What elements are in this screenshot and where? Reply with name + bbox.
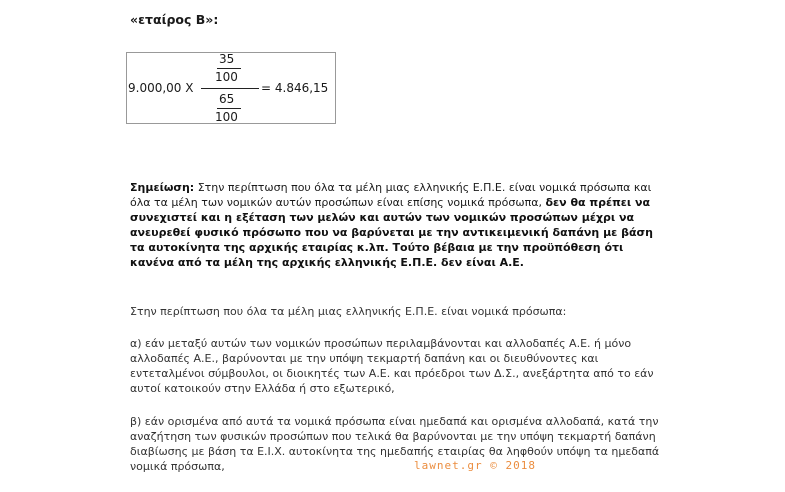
note-label: Σημείωση: xyxy=(130,181,195,194)
section-heading: «εταίρος Β»: xyxy=(130,12,219,27)
formula-denominator-bottom: 100 xyxy=(215,110,238,124)
formula-denominator-top: 100 xyxy=(215,70,238,84)
watermark: lawnet.gr © 2018 xyxy=(414,459,536,472)
paragraph-a: α) εάν μεταξύ αυτών των νομικών προσώπων περιλαμβάνονται και αλλοδαπές Α.Ε. ή μόνο αλλοδαπές Α.Ε., βαρύνονται με την υπόψη τεκμαρτή δαπάνη και οι διευθύνοντες και εντεταλμένοι σύμβουλοι, οι διοικητές των Α.Ε. και πρόεδροι των Δ.Σ., ανεξάρτητα από το εάν αυτοί κατοικούν στην Ελλάδα ή στο εξωτερικό, xyxy=(130,337,654,395)
lower-fraction-line xyxy=(217,108,241,109)
intro-paragraph: Στην περίπτωση που όλα τα μέλη μιας ελληνικής Ε.Π.Ε. είναι νομικά πρόσωπα: xyxy=(130,305,567,318)
note-bold-text: δεν θα πρέπει να συνεχιστεί και η εξέταση των μελών και αυτών των νομικών προσώπων μέχρι να ανευρεθεί φυσικό πρόσωπο που να βαρύνεται με την αντικειμενική δαπάνη με βάση τα αυτοκίνητα της αρχικής εταιρίας κ.λπ. Τούτο βέβαια με την προϋπόθεση ότι κανένα από τα μέλη της αρχικής ελληνικής Ε.Π.Ε. δεν είναι Α.Ε. xyxy=(130,196,653,269)
formula-result: = 4.846,15 xyxy=(261,81,329,95)
note-text: Στην περίπτωση που όλα τα μέλη μιας ελληνικής Ε.Π.Ε. είναι νομικά πρόσωπα και όλα τα μέλη των νομικών αυτών προσώπων είναι επίσης νομικά πρόσωπα, xyxy=(130,181,652,209)
paragraph-b: β) εάν ορισμένα από αυτά τα νομικά πρόσωπα είναι ημεδαπά και ορισμένα αλλοδαπά, κατά την αναζήτηση των φυσικών προσώπων που τελικά θα βαρύνονται με την υπόψη τεκμαρτή δαπάνη διαβίωσης με βάση τα Ε.Ι.Χ. αυτοκίνητα της ημεδαπής εταιρίας θα ληφθούν υπόψη τα ημεδαπά νομικά πρόσωπα, xyxy=(130,415,660,473)
upper-fraction-line xyxy=(217,68,241,69)
note-paragraph xyxy=(130,180,660,270)
formula-box xyxy=(126,52,336,124)
formula-numerator-top: 35 xyxy=(219,52,235,66)
formula-numerator-bottom: 65 xyxy=(219,92,235,106)
formula-prefix: 9.000,00 X xyxy=(128,81,194,95)
main-fraction-line xyxy=(201,88,259,89)
